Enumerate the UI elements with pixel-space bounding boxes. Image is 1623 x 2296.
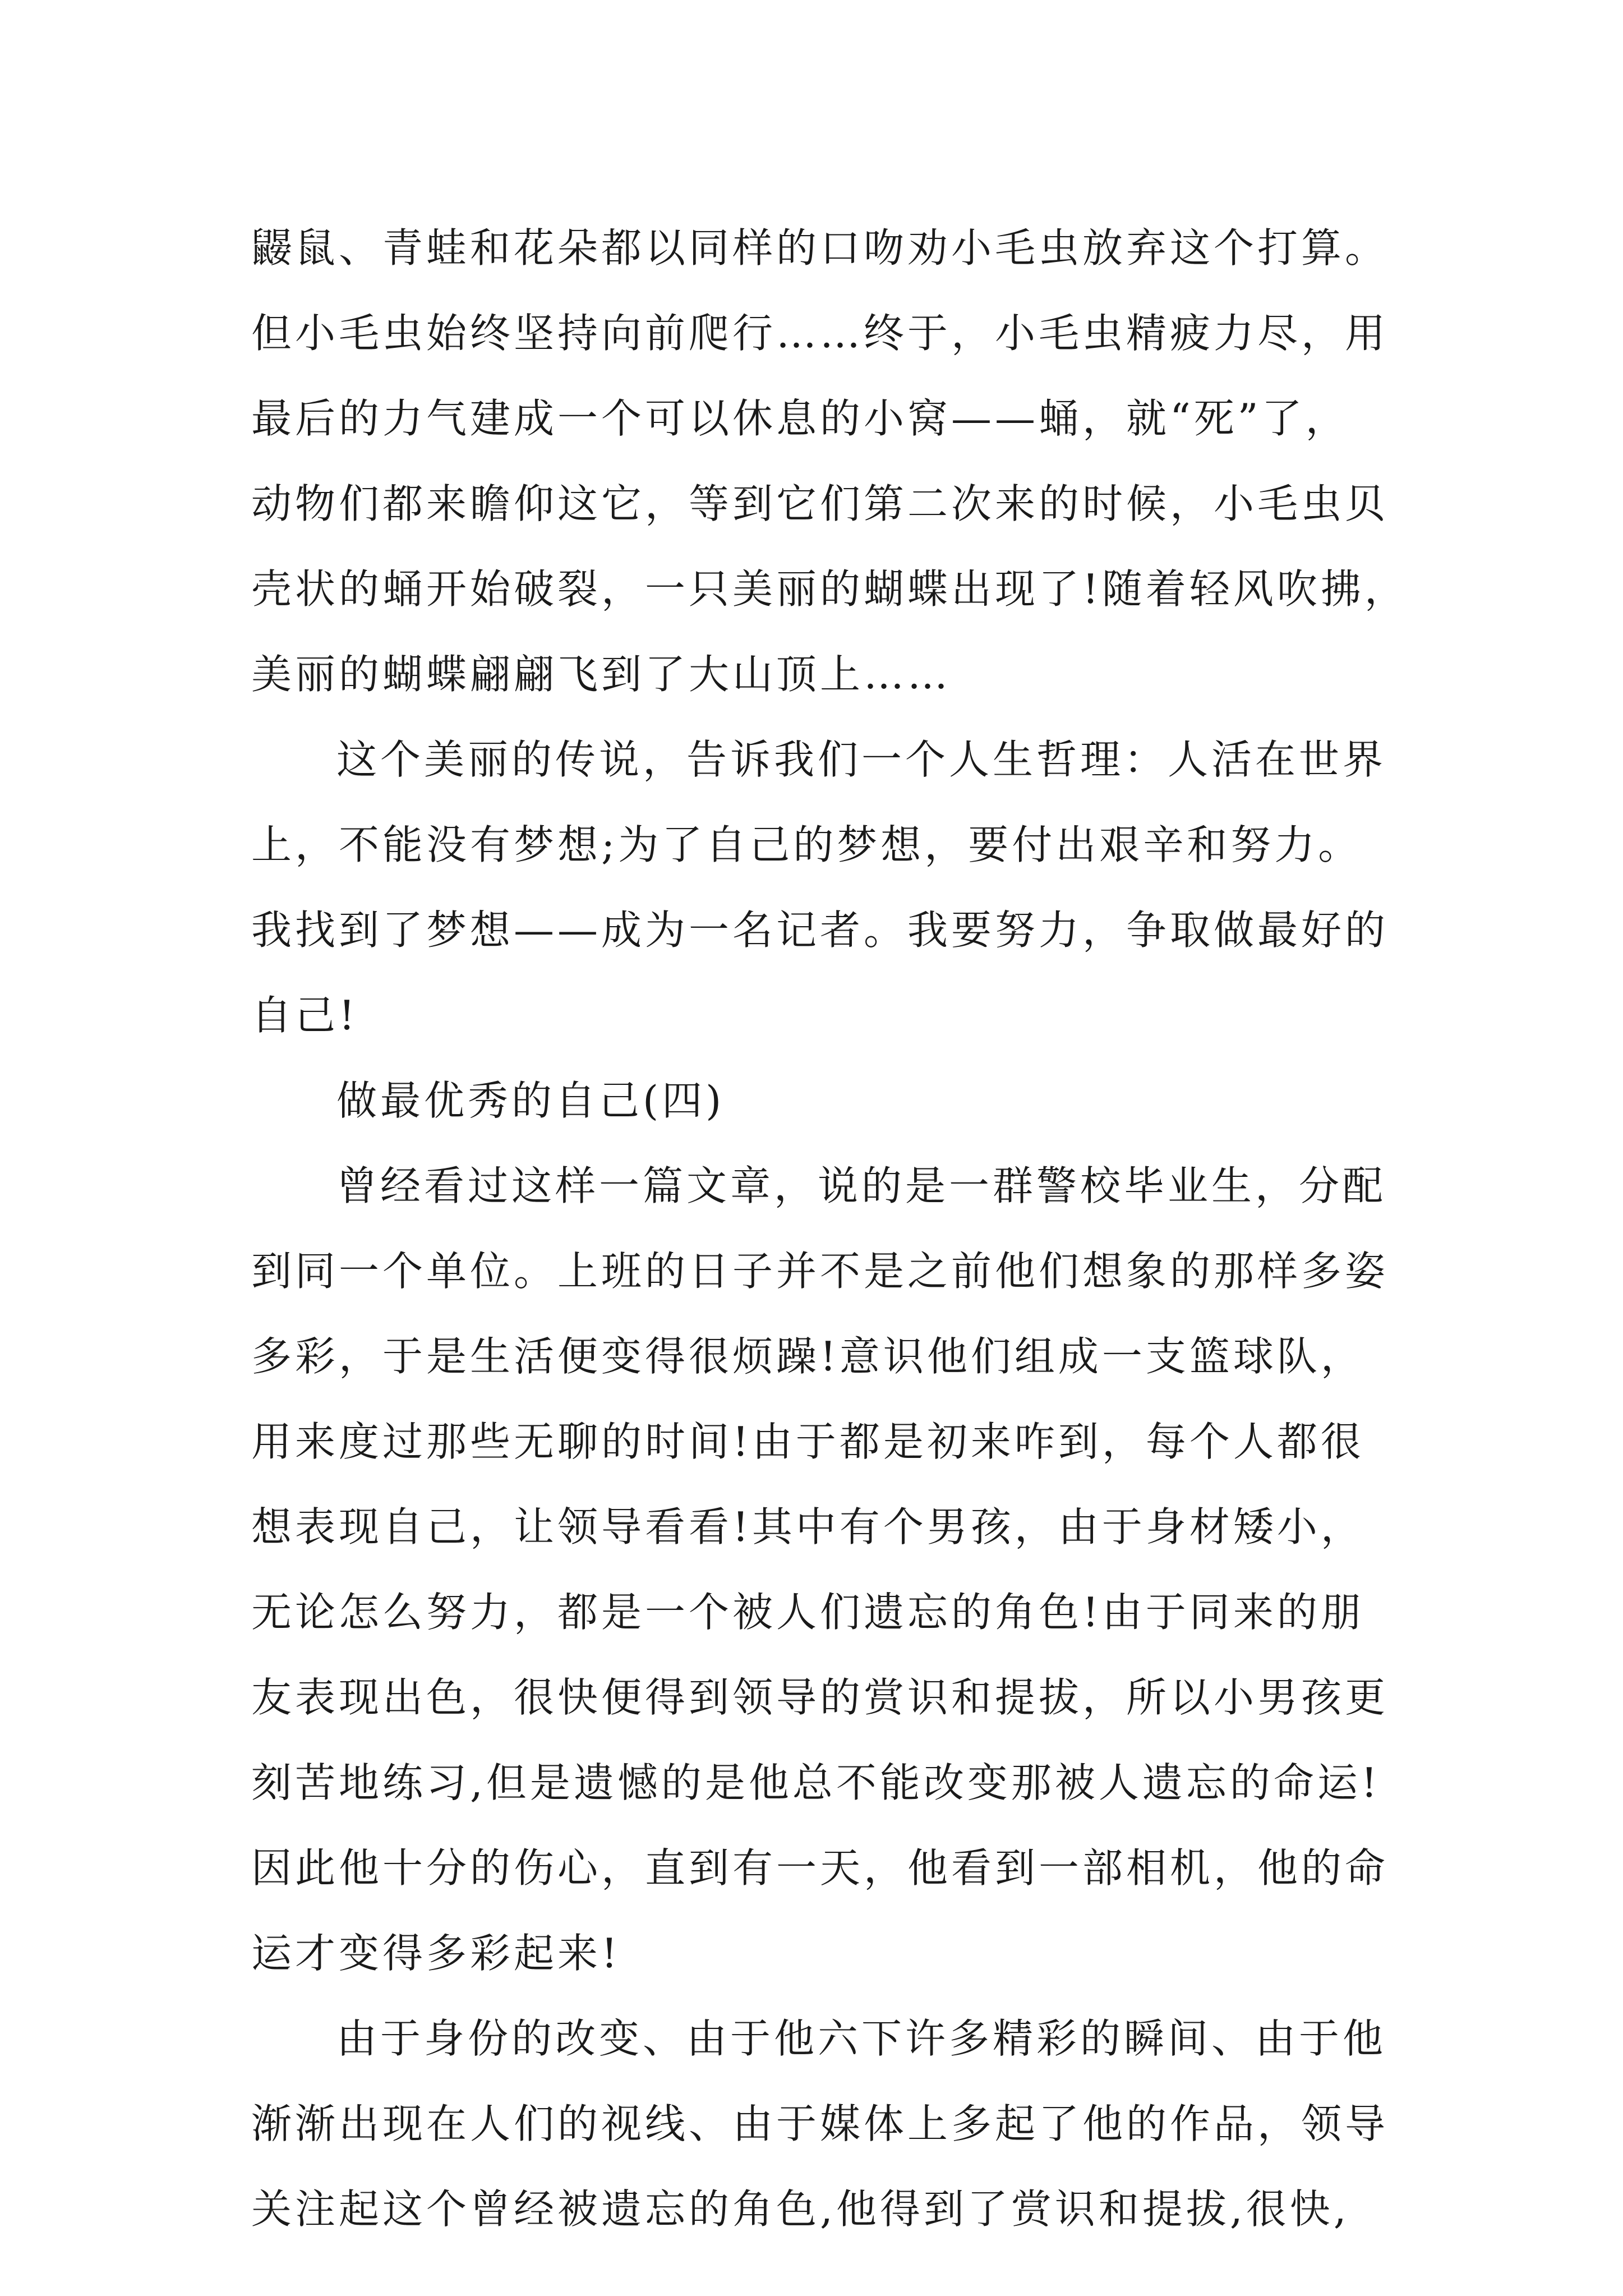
text-line: 这个美丽的传说，告诉我们一个人生哲理：人活在世界: [336, 736, 1387, 783]
section-heading: [251, 1058, 1378, 1143]
paragraph-3: [251, 1143, 1389, 1996]
text-line: 鼹鼠、青蛙和花朵都以同样的口吻劝小毛虫放弃这个打算。: [251, 224, 1389, 272]
text-line: 运才变得多彩起来!: [251, 1930, 621, 1977]
text-line: 美丽的蝴蝶翩翩飞到了大山顶上……: [251, 651, 952, 698]
text-line: 到同一个单位。上班的日子并不是之前他们想象的那样多姿: [251, 1248, 1389, 1295]
text-line: 但小毛虫始终坚持向前爬行……终于，小毛虫精疲力尽，用: [251, 310, 1389, 357]
text-line: 关注起这个曾经被遗忘的角色,他得到了赏识和提拔,很快,: [251, 2185, 1350, 2233]
text-line: 刻苦地练习,但是遗憾的是他总不能改变那被人遗忘的命运!: [251, 1759, 1381, 1806]
paragraph-2: [251, 717, 1389, 1058]
text-line: 无论怎么努力，都是一个被人们遗忘的角色!由于同来的朋: [251, 1589, 1364, 1636]
text-line: 壳状的蛹开始破裂，一只美丽的蝴蝶出现了!随着轻风吹拂，: [251, 565, 1408, 613]
text-line: 自己!: [251, 992, 358, 1039]
text-line: 动物们都来瞻仰这它，等到它们第二次来的时候，小毛虫贝: [251, 480, 1389, 527]
text-line: 曾经看过这样一篇文章，说的是一群警校毕业生，分配: [336, 1162, 1387, 1209]
text-line: 我找到了梦想——成为一名记者。我要努力，争取做最好的: [251, 907, 1389, 954]
paragraph-1: [251, 205, 1408, 717]
text-line: 因此他十分的伤心，直到有一天，他看到一部相机，他的命: [251, 1844, 1389, 1892]
heading-text: 做最优秀的自己(四): [336, 1077, 725, 1124]
text-line: 用来度过那些无聊的时间!由于都是初来咋到，每个人都很: [251, 1418, 1364, 1465]
document-body: [251, 205, 1408, 2252]
text-line: 由于身份的改变、由于他六下许多精彩的瞬间、由于他: [336, 2015, 1387, 2062]
text-line: 友表现出色，很快便得到领导的赏识和提拔，所以小男孩更: [251, 1674, 1389, 1721]
text-line: 最后的力气建成一个可以休息的小窝——蛹，就“死”了，: [251, 395, 1349, 442]
text-line: 上，不能没有梦想;为了自己的梦想，要付出艰辛和努力。: [251, 821, 1362, 868]
text-line: 多彩，于是生活便变得很烦躁!意识他们组成一支篮球队，: [251, 1333, 1364, 1380]
paragraph-4: [251, 1996, 1389, 2252]
text-line: 想表现自己，让领导看看!其中有个男孩，由于身材矮小，: [251, 1503, 1364, 1550]
text-line: 渐渐出现在人们的视线、由于媒体上多起了他的作品，领导: [251, 2100, 1389, 2147]
